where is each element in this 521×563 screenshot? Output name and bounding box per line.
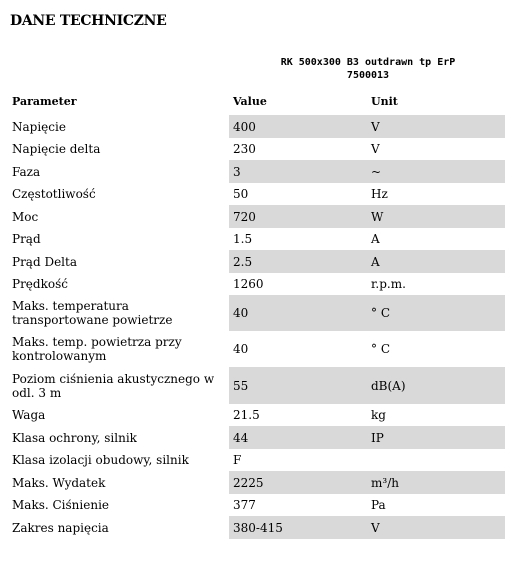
param-cell: Maks. Wydatek [12, 475, 106, 490]
value-cell: 2225 [229, 471, 367, 494]
unit-cell: W [367, 205, 505, 228]
unit-cell: m³/h [367, 471, 505, 494]
unit-cell: dB(A) [367, 367, 505, 404]
unit-cell: ~ [367, 160, 505, 183]
table-row [8, 250, 505, 273]
value-cell: 230 [233, 142, 256, 156]
param-cell: Częstotliwość [12, 187, 96, 201]
table-row [8, 138, 505, 160]
unit-cell: A [371, 232, 380, 246]
value-cell: 720 [229, 205, 367, 228]
unit-cell: V [371, 142, 380, 156]
value-cell: 1.5 [233, 232, 253, 246]
unit-cell: kg [371, 408, 386, 422]
param-cell: Napięcie [12, 119, 66, 134]
column-header-unit: Unit [371, 95, 398, 108]
unit-cell: ° C [371, 342, 390, 356]
table-row [8, 331, 505, 367]
param-cell: Maks. temp. powietrza przy kontrolowanym [12, 335, 182, 363]
unit-cell: Hz [371, 187, 388, 201]
unit-cell: r.p.m. [371, 277, 406, 291]
unit-cell: A [367, 250, 505, 273]
value-cell: F [233, 453, 242, 467]
spec-table [8, 115, 505, 539]
table-row [8, 273, 505, 295]
table-row [8, 183, 505, 205]
product-heading [230, 56, 506, 82]
product-code: 7500013 [346, 70, 390, 81]
param-cell: Faza [12, 164, 41, 179]
param-cell: Moc [12, 209, 39, 224]
param-cell: Prąd [12, 232, 41, 246]
unit-cell: ° C [367, 295, 505, 331]
param-cell: Zakres napięcia [12, 520, 109, 535]
param-cell: Poziom ciśnienia akustycznego w odl. 3 m [12, 371, 215, 400]
table-row [8, 205, 505, 228]
product-name: RK 500x300 B3 outdrawn tp ErP [280, 57, 456, 68]
value-cell: 3 [229, 160, 367, 183]
param-cell: Klasa ochrony, silnik [12, 430, 137, 445]
table-row [8, 367, 505, 404]
value-cell: 1260 [233, 277, 264, 291]
table-row [8, 516, 505, 539]
unit-cell: Pa [371, 498, 386, 512]
value-cell: 55 [229, 367, 367, 404]
value-cell: 380-415 [229, 516, 367, 539]
table-row [8, 115, 505, 138]
table-row [8, 471, 505, 494]
table-row [8, 228, 505, 250]
unit-cell: IP [367, 426, 505, 449]
table-row [8, 404, 505, 426]
value-cell: 377 [233, 498, 256, 512]
column-header-value: Value [233, 95, 267, 108]
param-cell: Napięcie delta [12, 142, 101, 156]
table-row [8, 295, 505, 331]
param-cell: Maks. Ciśnienie [12, 498, 110, 512]
value-cell: 2.5 [229, 250, 367, 273]
unit-cell: V [367, 115, 505, 138]
table-row [8, 426, 505, 449]
table-row [8, 160, 505, 183]
page-title: DANE TECHNICZNE [10, 13, 167, 29]
column-header-parameter: Parameter [12, 95, 77, 108]
value-cell: 44 [229, 426, 367, 449]
param-cell: Maks. temperatura transportowane powietrze [12, 299, 173, 327]
table-row [8, 494, 505, 516]
param-cell: Klasa izolacji obudowy, silnik [12, 453, 189, 467]
param-cell: Prędkość [12, 277, 68, 291]
param-cell: Prąd Delta [12, 254, 77, 269]
value-cell: 40 [229, 295, 367, 331]
value-cell: 50 [233, 187, 249, 201]
param-cell: Waga [12, 408, 46, 422]
table-row [8, 449, 505, 471]
value-cell: 21.5 [233, 408, 260, 422]
value-cell: 40 [233, 342, 249, 356]
unit-cell: V [367, 516, 505, 539]
value-cell: 400 [229, 115, 367, 138]
unit-cell [367, 449, 505, 471]
